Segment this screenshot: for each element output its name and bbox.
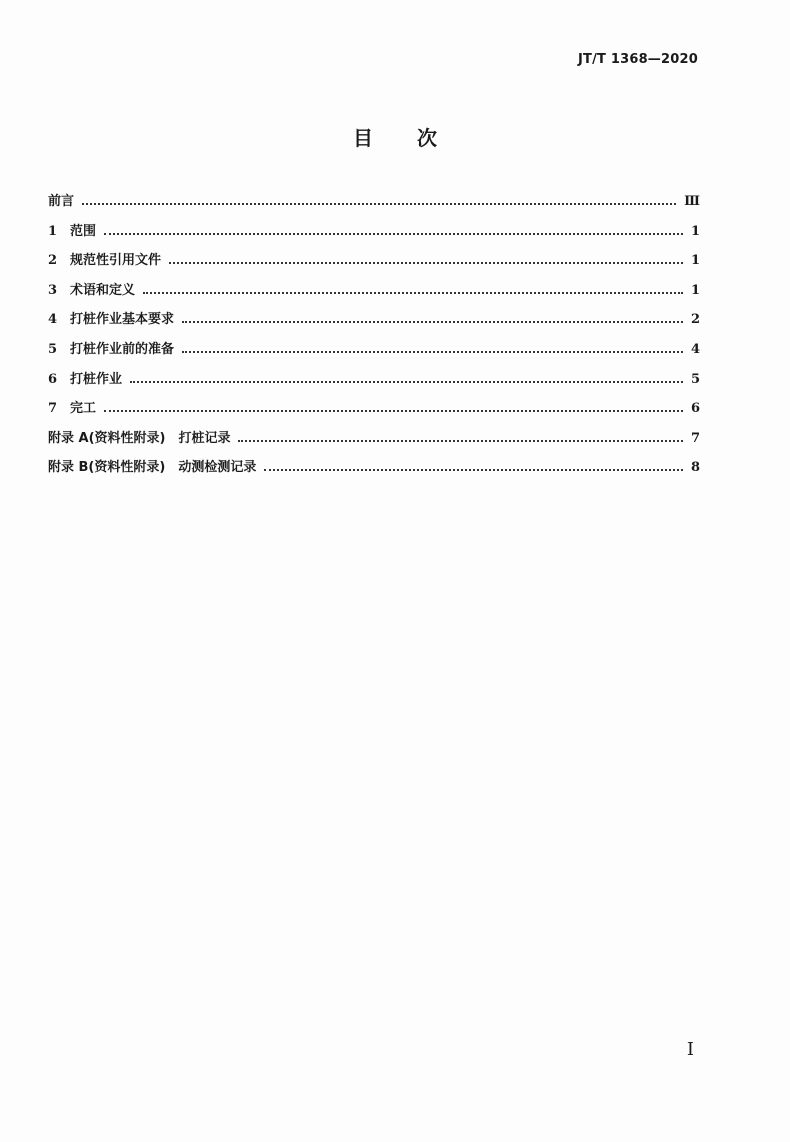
toc-entry-label: 规范性引用文件	[70, 253, 162, 269]
toc-entry-number: 1	[48, 223, 58, 239]
toc-entry[interactable]	[48, 456, 700, 486]
toc-entry-page: 1	[690, 223, 700, 239]
toc-entry[interactable]	[48, 368, 700, 398]
table-of-contents	[48, 190, 700, 486]
toc-entry-label: 范围	[70, 223, 97, 239]
toc-leader-dots	[104, 232, 683, 235]
toc-entry[interactable]	[48, 220, 700, 250]
toc-entry-page: 8	[690, 460, 700, 476]
standard-code: JT/T 1368—2020	[577, 52, 698, 67]
toc-entry-page: 4	[690, 341, 700, 357]
toc-entry[interactable]	[48, 427, 700, 457]
toc-entry-number: 7	[48, 401, 58, 417]
toc-entry[interactable]	[48, 397, 700, 427]
toc-entry-page: 2	[690, 312, 700, 328]
toc-entry-page: 6	[690, 401, 700, 417]
toc-entry-number: 4	[48, 312, 58, 328]
toc-leader-dots	[82, 202, 676, 205]
toc-entry-page: 7	[690, 430, 700, 446]
toc-entry-number: 6	[48, 371, 58, 387]
toc-leader-dots	[130, 380, 683, 383]
toc-entry-page: 1	[690, 282, 700, 298]
toc-leader-dots	[182, 320, 683, 323]
toc-leader-dots	[143, 291, 683, 294]
toc-leader-dots	[264, 468, 683, 471]
toc-entry-label: 打桩作业基本要求	[70, 312, 175, 328]
toc-entry-label: 附录 A(资料性附录) 打桩记录	[48, 430, 231, 446]
toc-entry-label: 打桩作业前的准备	[70, 341, 175, 357]
toc-entry-number: 2	[48, 253, 58, 269]
toc-leader-dots	[169, 261, 683, 264]
toc-entry[interactable]	[48, 338, 700, 368]
toc-entry-page: 5	[690, 371, 700, 387]
toc-entry-page: Ⅲ	[684, 194, 700, 209]
toc-entry[interactable]	[48, 308, 700, 338]
toc-entry-page: 1	[690, 253, 700, 269]
toc-entry[interactable]	[48, 249, 700, 279]
toc-title: 目次	[353, 126, 481, 150]
toc-entry-label: 术语和定义	[70, 282, 136, 298]
toc-entry-label: 打桩作业	[70, 371, 123, 387]
toc-entry-number: 5	[48, 341, 58, 357]
toc-leader-dots	[104, 409, 683, 412]
toc-entry-label: 附录 B(资料性附录) 动测检测记录	[48, 460, 257, 476]
toc-entry[interactable]	[48, 279, 700, 309]
toc-leader-dots	[182, 350, 683, 353]
toc-entry[interactable]	[48, 190, 700, 220]
toc-leader-dots	[238, 439, 682, 442]
page-number: I	[686, 1039, 694, 1060]
toc-entry-label: 前言	[48, 194, 75, 209]
toc-entry-label: 完工	[70, 401, 97, 417]
toc-entry-number: 3	[48, 282, 58, 298]
